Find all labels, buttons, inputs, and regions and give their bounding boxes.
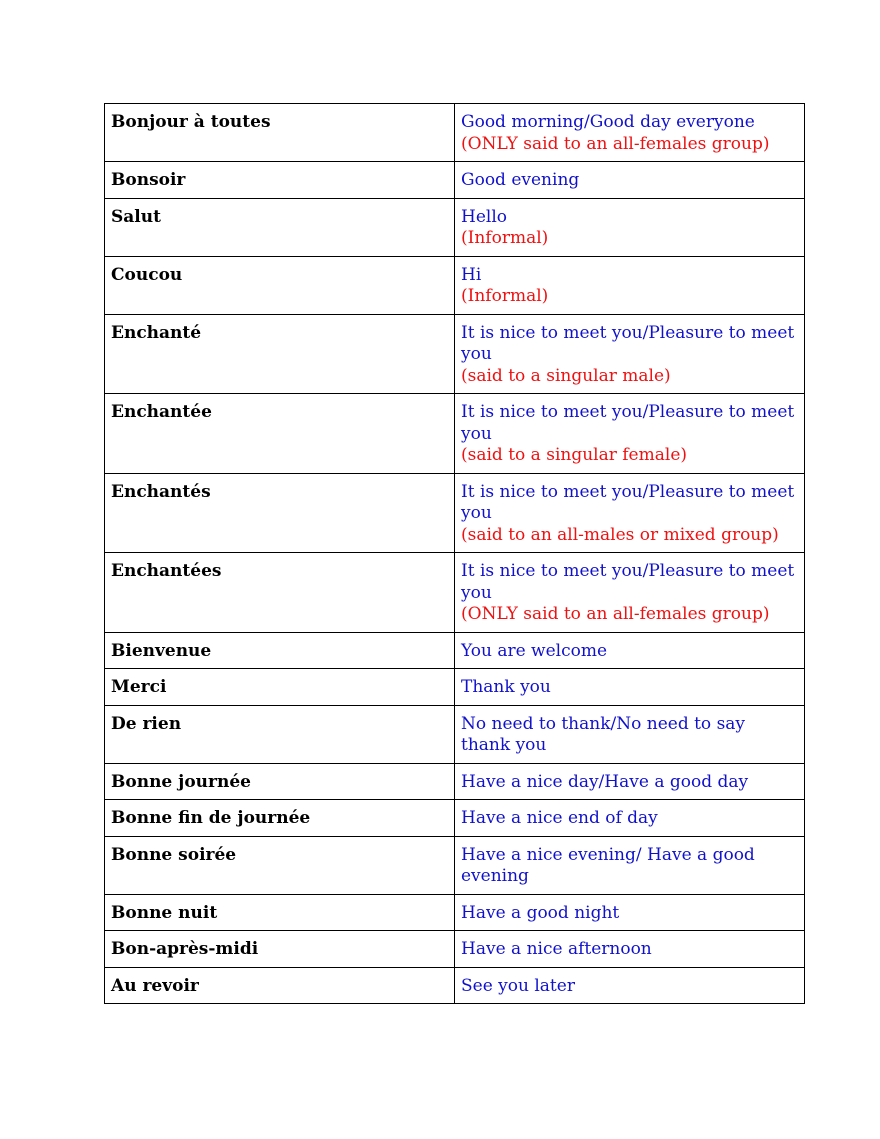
french-phrase: Enchanté — [105, 314, 455, 394]
french-phrase: Merci — [105, 669, 455, 706]
table-row — [105, 314, 805, 394]
english-meaning: Have a good night — [461, 902, 620, 923]
english-translation-cell — [455, 705, 805, 763]
english-meaning: Hi — [461, 264, 482, 285]
french-phrase: De rien — [105, 705, 455, 763]
english-translation-cell — [455, 314, 805, 394]
table-row — [105, 894, 805, 931]
english-meaning: It is nice to meet you/Pleasure to meet you — [461, 561, 795, 603]
french-phrase: Bienvenue — [105, 632, 455, 669]
english-translation-cell — [455, 894, 805, 931]
english-meaning: No need to thank/No need to say thank you — [461, 713, 746, 755]
french-phrase: Enchantées — [105, 553, 455, 633]
table-row — [105, 198, 805, 256]
english-translation-cell — [455, 967, 805, 1004]
english-translation-cell — [455, 763, 805, 800]
french-phrase: Au revoir — [105, 967, 455, 1004]
english-meaning: Hello — [461, 206, 507, 227]
french-phrase: Bonne fin de journée — [105, 800, 455, 837]
table-row — [105, 763, 805, 800]
phrase-table-body — [105, 104, 805, 1004]
usage-note: (ONLY said to an all-females group) — [461, 133, 770, 154]
table-row — [105, 104, 805, 162]
usage-note: (said to a singular female) — [461, 445, 688, 465]
english-translation-cell — [455, 473, 805, 553]
french-phrase: Enchantée — [105, 394, 455, 474]
english-translation-cell — [455, 394, 805, 474]
usage-note: (said to an all-males or mixed group) — [461, 524, 779, 545]
english-translation-cell — [455, 553, 805, 633]
english-translation-cell — [455, 632, 805, 669]
table-row — [105, 394, 805, 474]
table-row — [105, 836, 805, 894]
usage-note: (Informal) — [461, 286, 549, 306]
phrase-table — [104, 103, 805, 1004]
usage-note: (Informal) — [461, 228, 549, 248]
english-meaning: Good morning/Good day everyone — [461, 112, 755, 132]
usage-note: (ONLY said to an all-females group) — [461, 604, 770, 624]
french-phrase: Bonne journée — [105, 763, 455, 800]
english-meaning: Have a nice end of day — [461, 808, 658, 828]
english-translation-cell — [455, 669, 805, 706]
table-row — [105, 669, 805, 706]
french-phrase: Bonsoir — [105, 162, 455, 199]
english-meaning: Good evening — [461, 170, 580, 190]
table-row — [105, 162, 805, 199]
english-translation-cell — [455, 198, 805, 256]
english-meaning: Have a nice day/Have a good day — [461, 771, 749, 792]
english-translation-cell — [455, 162, 805, 199]
english-meaning: Have a nice afternoon — [461, 939, 652, 959]
french-phrase: Bonne soirée — [105, 836, 455, 894]
table-row — [105, 553, 805, 633]
english-meaning: It is nice to meet you/Pleasure to meet you — [461, 322, 795, 364]
table-row — [105, 632, 805, 669]
french-phrase: Bon-après-midi — [105, 931, 455, 968]
english-translation-cell — [455, 836, 805, 894]
french-phrase: Salut — [105, 198, 455, 256]
table-row — [105, 931, 805, 968]
french-phrase: Enchantés — [105, 473, 455, 553]
english-meaning: Have a nice evening/ Have a good evening — [461, 844, 755, 886]
english-meaning: It is nice to meet you/Pleasure to meet you — [461, 481, 795, 523]
table-row — [105, 967, 805, 1004]
usage-note: (said to a singular male) — [461, 365, 671, 386]
english-meaning: You are welcome — [461, 640, 608, 661]
english-meaning: See you later — [461, 975, 575, 996]
english-translation-cell — [455, 256, 805, 314]
english-meaning: Thank you — [461, 677, 551, 697]
english-meaning: It is nice to meet you/Pleasure to meet you — [461, 402, 795, 444]
french-phrase: Coucou — [105, 256, 455, 314]
english-translation-cell — [455, 104, 805, 162]
table-row — [105, 473, 805, 553]
english-translation-cell — [455, 931, 805, 968]
english-translation-cell — [455, 800, 805, 837]
french-phrase: Bonne nuit — [105, 894, 455, 931]
french-phrase: Bonjour à toutes — [105, 104, 455, 162]
table-row — [105, 256, 805, 314]
table-row — [105, 800, 805, 837]
table-row — [105, 705, 805, 763]
